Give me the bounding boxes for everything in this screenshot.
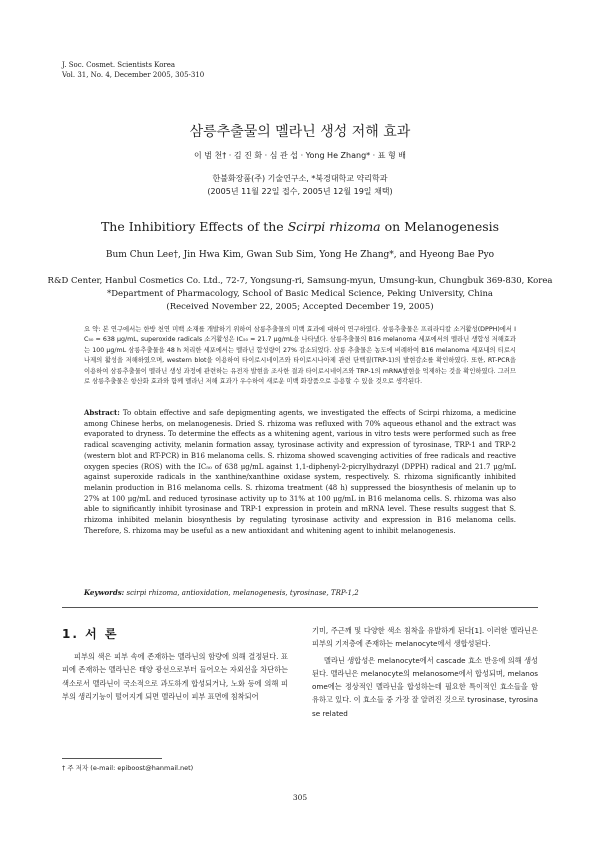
footnote-divider [62,758,162,759]
abstract-text: To obtain effective and safe depigmenting agents, we investigated the effects of Scirpi rhizoma, a medicine among Chinese herbs, on melanogenesis. Dried S. rhizoma was refluxed with 70% aqueous ethanol and the extract was evaporated to dryness. To determine the effects as a whitening agent, various in vitro tests were performed such as free radical scavenging activity, melanin formation assay, tyrosinase activity and expression of tyrosinase, TRP-1 and TRP-2 (western blot and RT-PCR) in B16 melanoma cells. S. rhizoma showed scavenging activities of free radicals and reactive oxygen species (ROS) with the IC₅₀ of 638 μg/mL against 1,1-diphenyl-2-picrylhydrazyl (DPPH) radical and 21.7 μg/mL against superoxide radicals in the xanthine/xanthine oxidase system, respectively. S. rhizoma significantly inhibited melanin production in B16 melanoma cells. S. rhizoma treatment (48 h) suppressed the biosynthesis of melanin up to 27% at 100 μg/mL and reduced tyrosinase activity up to 31% at 100 μg/mL in B16 melanoma cells. S. rhizoma was also able to significantly inhibit tyrosinase and TRP-1 expression in protein and mRNA level. These results suggest that S. rhizoma inhibited melanin biosynthesis by regulating tyrosinase activity and expression in B16 melanoma cells. Therefore, S. rhizoma may be useful as a new antioxidant and whitening agent to inhibit melanogenesis. [84,409,516,535]
right-column [312,624,538,723]
english-authors: Bum Chun Lee†, Jin Hwa Kim, Gwan Sub Sim, Yong He Zhang*, and Hyeong Bae Pyo [105,250,495,260]
keywords [84,588,516,597]
korean-authors: 이 범 천† · 김 진 화 · 심 관 섭 · Yong He Zhang* · 표 형 배 [193,151,407,160]
english-received: (Received November 22, 2005; Accepted December 19, 2005) [166,302,434,312]
footnote: † 주 저자 (e-mail: epiboost@hanmail.net) [62,764,194,772]
intro-paragraph-left: 피부의 색은 피부 속에 존재하는 멜라닌의 함량에 의해 결정된다. 표피에 존재하는 멜라닌은 태양 광선으로부터 들어오는 자외선을 차단하는 색소로서 멜라닌이 국소적으로 과도하게 합성되거나, 노화 등에 의해 피부의 생리기능이 떨어지게 되면 멜라닌이 피부 표면에 침착되어 [62,652,288,701]
keywords-label: Keywords: [84,588,125,597]
english-title [0,219,600,234]
page-number: 305 [292,793,308,802]
keywords-text: scirpi rhizoma, antioxidation, melanogenesis, tyrosinase, TRP-1,2 [126,589,359,597]
korean-received: (2005년 11월 22일 접수, 2005년 12월 19일 채택) [207,187,393,196]
english-affiliation-1: R&D Center, Hanbul Cosmetics Co. Ltd., 72-7, Yongsung-ri, Samsung-myun, Umsung-kun, Chungbuk 369-830, Korea [47,276,553,286]
abstract-label: Abstract: [84,408,120,417]
left-column [62,625,288,706]
intro-paragraph-right-2: 멜라닌 생합성은 melanocyte에서 cascade 효소 반응에 의해 생성된다. 멜라닌은 melanocyte의 melanosome에서 합성되며, melanosome에는 정상적인 멜라닌을 합성하는데 필요한 특이적인 효소들을 함유하고 있다. 이 효소들 중 가장 잘 알려진 것으로 tyrosinase, tyrosinase related [312,655,538,718]
korean-affiliation-block [0,172,600,198]
section-heading: 1. 서 론 [62,627,119,641]
korean-abstract: 요 약: 본 연구에서는 한방 천연 미백 소재를 개발하기 위하여 삼릉추출물의 미백 효과에 대하여 연구하였다. 삼릉추출물은 프리라디칼 소거활성(DPPH)에서 IC₅₀ = 638 μg/mL, superoxide radicals 소거활성은 IC₅₀ = 21.7 μg/mL을 나타냈다. 삼릉추출물의 B16 melanoma 세포에서의 멜라닌 생합성 저해효과는 100 μg/mL 삼릉추출물을 48 h 처리한 세포에서는 멜라닌 합성량이 27% 감소되었다. 삼릉 추출물은 농도에 비례하여 B16 melanoma 세포내의 티로시나제의 활성을 저해하였으며, western blot을 이용하여 타이로시네이즈와 타이로시나아제 관련 단백질(TRP-1)의 발현감소를 확인하였다. 또한, RT-PCR을 이용하여 삼릉추출물이 멜라닌 생성 과정에 관련하는 유전자 발현을 조사한 결과 타이로시네이즈와 TRP-1의 mRNA발현을 억제하는 것을 확인하였다. 그러므로 삼릉추출물은 항산화 효과와 함께 멜라닌 저해 효과가 우수하여 새로운 미백 화장품으로 응용할 수 있을 것으로 생각된다. [84,326,516,386]
english-title-pre: The Inhibitiory Effects of the [100,219,288,234]
english-affiliation-2: *Department of Pharmacology, School of Basic Medical Science, Peking University, China [106,289,493,299]
english-title-post: on Melanogenesis [380,219,500,234]
journal-header [62,60,204,80]
journal-volume: Vol. 31, No. 4, December 2005, 305-310 [62,71,205,79]
english-title-italic: Scirpi rhizoma [287,219,381,234]
english-abstract [84,408,516,536]
journal-name: J. Soc. Cosmet. Scientists Korea [62,61,176,69]
english-affiliation-block [0,275,600,314]
intro-paragraph-right-1: 기미, 주근깨 및 다양한 색소 침착을 유발하게 된다[1]. 이러한 멜라닌은 피부의 기저층에 존재하는 melanocyte에서 생합성된다. [312,626,538,649]
korean-affiliation: 한불화장품(주) 기술연구소, *북경대학교 약리학과 [212,174,388,183]
korean-title: 삼릉추출물의 멜라닌 생성 저해 효과 [189,124,411,140]
section-divider [62,607,538,608]
